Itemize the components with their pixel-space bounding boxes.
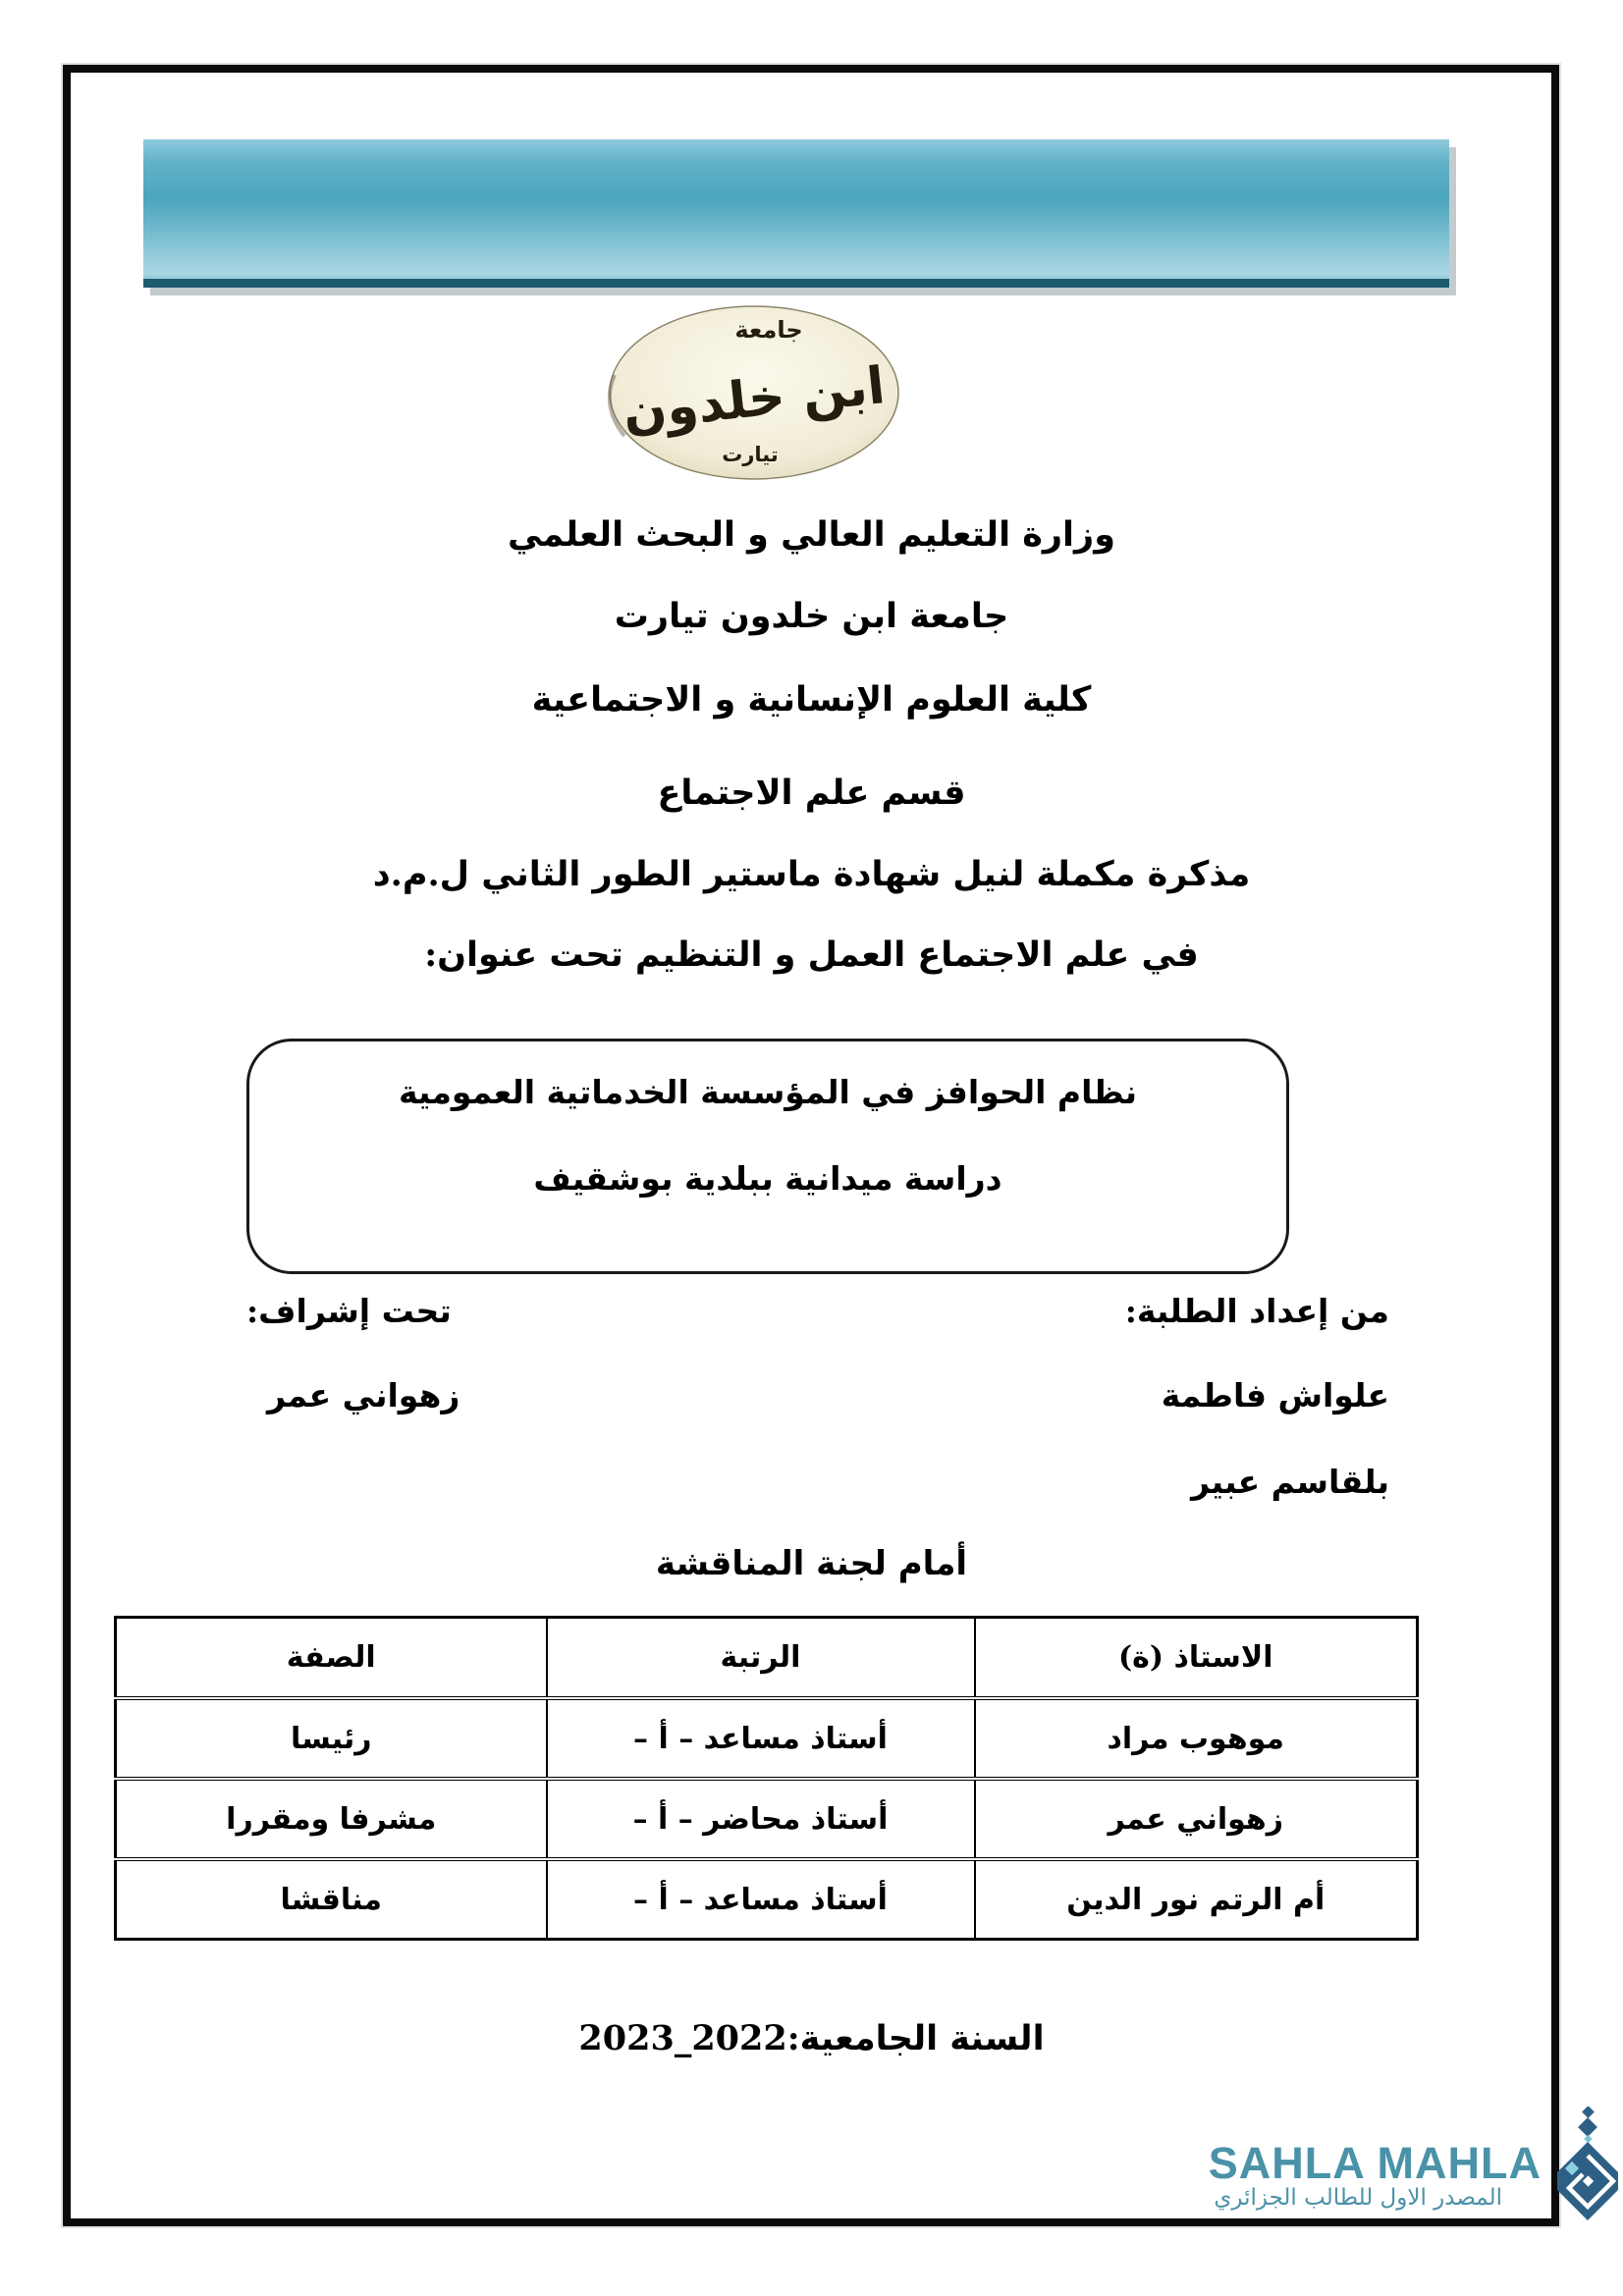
watermark-brand: SAHLA MAHLA xyxy=(1208,2138,1542,2188)
column-professor: الاستاذ (ة) xyxy=(975,1618,1418,1699)
ibn-khaldoun-seal-icon xyxy=(607,302,901,483)
rank-cell: أستاذ مساعد – أ – xyxy=(547,1859,975,1940)
thesis-title-main: نظام الحوافز في المؤسسة الخدماتية العمومية xyxy=(398,1073,1138,1111)
professor-cell: زهواني عمر xyxy=(975,1779,1418,1859)
ministry-line: وزارة التعليم العالي و البحث العلمي xyxy=(508,514,1115,555)
professor-cell: أم الرتم نور الدين xyxy=(975,1859,1418,1940)
supervisor-label: تحت إشراف: xyxy=(246,1292,452,1330)
university-line: جامعة ابن خلدون تيارت xyxy=(614,596,1009,636)
column-rank: الرتبة xyxy=(547,1618,975,1699)
students-label: من إعداد الطلبة: xyxy=(1124,1292,1389,1330)
department-line: قسم علم الاجتماع xyxy=(657,773,966,813)
committee-header-row xyxy=(116,1618,1418,1699)
header-banner xyxy=(143,139,1449,288)
table-row xyxy=(116,1698,1418,1779)
seal-bottom-word: تيارت xyxy=(722,443,779,466)
thesis-title-subtitle: دراسة ميدانية ببلدية بوشقيف xyxy=(533,1159,1002,1198)
committee-heading: أمام لجنة المناقشة xyxy=(655,1544,968,1583)
rank-cell: أستاذ مساعد – أ – xyxy=(547,1698,975,1779)
academic-year: السنة الجامعية:2022_2023 xyxy=(578,2018,1045,2058)
seal-middle-word: ابن خلدون xyxy=(620,356,889,443)
column-role: الصفة xyxy=(116,1618,547,1699)
watermark-emblem xyxy=(1557,2107,1618,2222)
role-cell: رئيسا xyxy=(116,1698,547,1779)
role-cell: مشرفا ومقررا xyxy=(116,1779,547,1859)
seal-top-word: جامعة xyxy=(734,316,803,344)
degree-line: مذكرة مكملة لنيل شهادة ماستير الطور الثاني ل.م.د xyxy=(372,854,1251,894)
university-logo xyxy=(607,302,901,483)
rank-cell: أستاذ محاضر – أ – xyxy=(547,1779,975,1859)
table-row xyxy=(116,1859,1418,1940)
supervisor-name: زهواني عمر xyxy=(267,1376,460,1415)
professor-cell: موهوب مراد xyxy=(975,1698,1418,1779)
specialty-line: في علم الاجتماع العمل و التنظيم تحت عنوان: xyxy=(424,934,1199,975)
watermark-tagline: المصدر الاول للطالب الجزائري xyxy=(1214,2185,1502,2211)
role-cell: مناقشا xyxy=(116,1859,547,1940)
faculty-line: كلية العلوم الإنسانية و الاجتماعية xyxy=(531,679,1092,720)
committee-table xyxy=(114,1616,1419,1941)
table-row xyxy=(116,1779,1418,1859)
student-name-2: بلقاسم عبير xyxy=(1191,1463,1389,1501)
sahla-mahla-emblem-icon xyxy=(1557,2107,1618,2222)
student-name-1: علواش فاطمة xyxy=(1161,1376,1389,1415)
